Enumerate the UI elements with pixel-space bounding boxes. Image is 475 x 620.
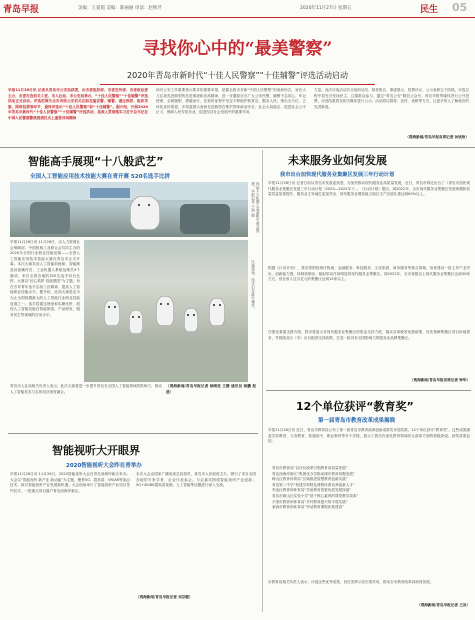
service-industry-headline: 未来服务业如何发展 [288,154,387,167]
column-divider [262,150,263,612]
ai-competition-signature [166,384,256,430]
award-list-item: 青岛市崂山区实验小学“基于核心素养的课堂教学改革” [272,493,359,498]
robot-shape [104,300,120,326]
audiovisual-body-2: 本次大会由国家广播电视总局指导，青岛市人民政府主办，吸引了来自全国各地的专家学者、企业代表参会。与会嘉宾围绕智能视听产业创新、5G+4K/8K超高清视频、人工智能等话题进行深入交流。 [136,472,256,488]
award-list [272,466,470,511]
ai-competition-photo-1 [10,182,248,237]
header-date: 2020年11月27日 星期五 [300,6,352,11]
main-headline: 寻找你心中的“最美警察” [142,39,333,59]
ai-photo-caption: 现场不少机器人表演吸引观众围观，早报记者 于海 摄 [251,182,261,233]
robot-eye [213,304,215,306]
main-subheadline: 2020年青岛市新时代“十佳人民警察”“十佳辅警”评选活动启动 [127,71,348,80]
education-award-signature: （观海新闻/青岛早报记者 王冰） [417,603,470,607]
ai-competition-subheadline: 全国人工智能应用技术技能大赛在青开赛 520名选手比拼 [30,174,170,180]
robot-eye [138,204,140,206]
main-article-col3: 力量。此次评选活动共分组织动员、推荐报名、事迹展示、投票评议、公示表彰五个阶段。评选过程中将充分发扬民主，注重群众参与，通过“青岛公安”微信公众号、青岛早报等媒体进行公开投票，评选结果将在相关媒体进行公示。活动将以推荐、宣传、表彰等方式，让更多的人了解他们的先进事迹。 [314,88,469,109]
service-industry-body-2: 根据《行动计划》，我市将围绕现代物流、金融服务、科技服务、文化旅游、商务服务等重点领域，培育建设一批主导产业突出、创新能力强、体制机制活、辐射带动作用明显的现代服务业集聚区。到2022年，全市省级以上现代服务业集聚区达到30家左右，营业收入过百亿元的集聚区达到15家以上。 [268,266,470,282]
ai-competition-headline: 智能高手展现“十八般武艺” [28,155,164,168]
robot-shape [129,310,143,334]
robot-shape [130,196,160,230]
ai-competition-body: 早报11月26日讯 11月26日，由人力资源社会保障部、中国机械工业联合会共同主办的2020年全国行业职业技能竞赛——全国人工智能应用技术技能大赛在青岛市正式开幕。本次大赛共设人工智能训练师、智能制造设备操作员、工业机器人系统运维员3个赛项，来自全国各地的520名选手同台比拼。大赛以“匠心筑梦 技能强国”为主题，旨在引导青年选手弘扬工匠精神，提高人工智能职业技能水平。据介绍，此项大赛是迄今为止全国规模最大的人工智能行业职业技能竞赛之一。选手将通过理论和实操比拼，展现人工智能技能在智能制造、产品研发、服务民生等领域的应用水平。 [10,240,80,317]
page-number: 05 [452,1,468,14]
banner-shape [90,188,130,198]
robot-eye [193,314,195,316]
ai-competition-signature-text: （观海新闻/青岛早报记者 徐晓亮 王静 通讯员 杨鹏 报道） [166,384,256,394]
headline-rule [100,84,375,85]
robot-eye [114,306,116,308]
crowd-shape [180,204,230,234]
service-industry-body: 早报11月26日讯 记者日前从青岛市发改委获悉，为加快推动现代服务业高质量发展，近日，青岛市制定出台了《青岛市加快现代服务业集聚区发展三年行动计划（2020—2022年）》。《行动计划》提出，到2022年，全市现代服务业集聚区发展规模和质量效益显著提升，服务业主导地位更加突出，现代服务业增加值占地区生产总值比重达到60%以上。 [268,181,470,197]
robot-eye [132,316,134,318]
main-article-signature: （观海新闻/青岛早报首席记者 孙欣欣） [405,135,469,139]
education-award-subheadline: 第一届青岛市教育改革成果揭晓 [318,418,396,424]
education-award-headline: 12个单位获评“教育奖” [296,400,414,413]
award-list-item: 莱西市教育和体育局“劳动教育课程体系建设” [272,505,345,510]
education-award-body-2: 市教育局相关负责人表示，评选这些优秀成果，旨在发挥示范引领作用，推动全市教育改革向纵深发展。 [268,580,434,584]
service-industry-subheadline: 我市出台加快现代服务业集聚区发展三年行动计划 [280,172,395,178]
award-list-item: 平度市教育和体育局“乡村教育振兴的平度实践” [272,499,348,504]
award-list-item: 李沧区教育和体育局“学前教育普惠优质发展探索” [272,488,352,493]
award-list-item: 青岛第二中学“构建学科特色课程体系培养创新人才” [272,482,355,487]
main-article-col1 [8,88,148,144]
right-divider [266,390,471,391]
section-name: 民生 [420,5,439,15]
robot-shape [156,296,174,326]
robot-eye [160,303,162,305]
robot-shape [184,308,198,332]
robot-eye [148,204,150,206]
section-divider [0,147,475,148]
audiovisual-headline: 智能视听大开眼界 [52,444,140,457]
robot-eye [138,316,140,318]
header-meta: 美编：王爱霞 美编：陈丽丽 审读：赵秋芹 [78,6,162,11]
robot-eye [219,304,221,306]
ai-competition-body-2: 青岛市人社局相关负责人表示，此次大赛将进一步提升青岛在全国人工智能领域的影响力，推动人工智能技术与实体经济深度融合。 [10,384,162,394]
service-industry-body-3: 在强化要素支撑方面，我市将加大对现代服务业集聚区的资金支持力度，落实各项税收优惠政策，优先保障集聚区项目用地需求，并鼓励各区（市）出台配套支持政策，打造一批具有全国影响力的服务业品牌集聚区。 [268,330,470,340]
stage-floor [84,340,248,382]
audiovisual-signature: （观海新闻/青岛早报记者 刘宗健） [136,595,193,599]
award-list-item: 青岛西海岸新区“集团化办学推动城乡教育均衡发展” [272,471,355,476]
main-article-col2: 和对公安工作重要指示要求的重要举措，是健全我市对新“中国人民警察”的表彰形式，旨在大力弘扬先进典型的先进事迹和崇高精神，进一步激励全市广大公安民警、辅警不忘初心、牢记使命，全面履职、勇毅前行，在新的征程中坚定不移地护航青岛、服务人民。推出全方位、立体化宣传报道，多渠道展示表彰先进典型在维护国家政治安全、社会大局稳定、促进社会公平正义、保障人民安居乐业、促进经济社会发展中的重要作用， [156,88,306,115]
education-award-body: 早报11月26日讯 近日，青岛市教育局公布了第一届青岛市教育改革创新成果奖评选结果，12个单位获评“教育奖”。这些成果涵盖学前教育、义务教育、普通高中、职业教育等多个学段，展示了我市在深化教育领域综合改革方面的积极探索。获奖成果包括： [268,428,470,444]
robot-eye [108,306,110,308]
main-article-text-1: 早报11月26日讯 记者从青岛市公安局获悉，由市委组织部、市委宣传部、市委政法委主办，市委市直机关工委、市人社局、市公安局承办，“十佳人民警察”“十佳辅警”评选活动正式启动。评选范围为全市各级公安机关在职在编民警、辅警，通过推荐、组织考察、网络投票等环节，最终评选出“十佳人民警察”和“十佳辅警”。据介绍，开展2020年青岛市新时代“十佳人民警察”“十佳辅警”评选活动，是深入贯彻落实习近平总书记在中国人民警察警旗授旗仪式上重要训词精神 [8,88,148,120]
award-list-item: 青岛市教育局“以评价改革引领教育高质量发展” [272,466,348,470]
robot-shape [209,298,225,326]
robot-eye [167,303,169,305]
award-list-item: 崂山区教育体育局“区域推进智慧教育创新实践” [272,477,348,482]
page-header [0,0,475,18]
audiovisual-subheadline: 2020智能视听大会昨在青举办 [66,463,142,469]
ai-competition-photo-2 [84,240,248,382]
left-divider [8,433,258,434]
ai-photo-caption-2: 比赛现场，选手们在进行操作。 [251,260,256,311]
audiovisual-body: 早报11月26日讯 11月26日，2020智能视听大会在青岛西海岸新区举办。大会以“智能视听 新产业 新动能”为主题，聚焦5G、超高清、VR/AR等前沿技术，探讨智能视听产业发展新机遇。大会现场举行了智能视听产业项目签约仪式，一批重点项目落户青岛西海岸新区。 [10,472,130,493]
newspaper-logo: 青岛早报 [3,5,40,15]
robot-eye [187,314,189,316]
crowd-shape [30,202,70,234]
service-industry-signature: （观海新闻/青岛早报首席记者 钟华） [409,378,470,382]
